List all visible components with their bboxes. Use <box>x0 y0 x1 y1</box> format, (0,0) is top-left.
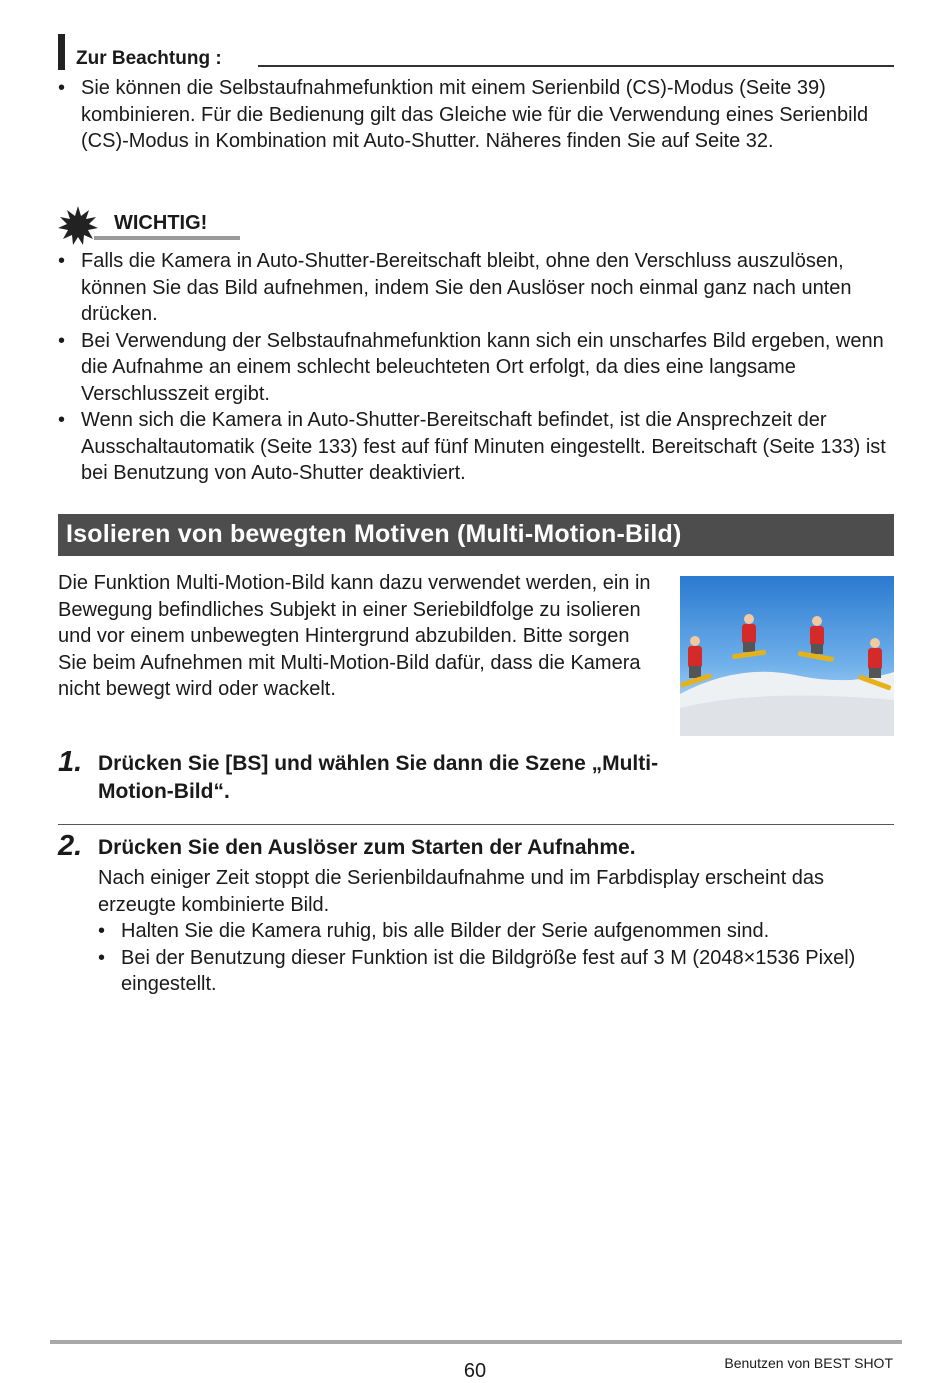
bullet-icon: • <box>98 920 106 942</box>
note-divider <box>258 65 894 67</box>
list-item: • Halten Sie die Kamera ruhig, bis alle Bilder der Serie aufgenommen sind. <box>98 918 888 945</box>
step-2-bullet-list <box>98 918 888 998</box>
bullet-icon: • <box>98 946 106 969</box>
list-item: • Falls die Kamera in Auto-Shutter-Bereitschaft bleibt, ohne den Verschluss auszulösen, können Sie das Bild aufnehmen, indem Sie den Auslöser noch einmal ganz nach unten drücken. <box>58 250 852 325</box>
important-bullet-list <box>58 248 894 487</box>
multi-motion-photo <box>680 576 894 736</box>
page-number: 60 <box>463 1360 487 1382</box>
list-item: • Wenn sich die Kamera in Auto-Shutter-Bereitschaft befindet, ist die Ansprechzeit der Ausschaltautomatik (Seite 133) fest auf fünf Minuten eingestellt. Bereitschaft (Seite 133) ist bei Benutzung von Auto-Shutter deaktiviert. <box>58 409 886 484</box>
step-2-title: Drücken Sie den Auslöser zum Starten der Aufnahme. <box>98 836 636 859</box>
footer-section-label: Benutzen von BEST SHOT <box>724 1355 893 1371</box>
step-2-text: Nach einiger Zeit stoppt die Serienbildaufnahme und im Farbdisplay erscheint das erzeugte kombinierte Bild. <box>98 867 824 916</box>
list-item: • Bei der Benutzung dieser Funktion ist die Bildgröße fest auf 3 M (2048×1536 Pixel) eingestellt. <box>98 946 856 995</box>
note-bullet-list <box>58 75 894 155</box>
important-divider <box>94 236 240 240</box>
bullet-icon: • <box>58 329 66 352</box>
section-intro: Die Funktion Multi-Motion-Bild kann dazu verwendet werden, ein in Bewegung befindliches Subjekt in einer Seriebildfolge zu isolieren und vor einem unbewegten Hintergrund abzubilden. Bitte sorgen Sie beim Aufnehmen mit Multi-Motion-Bild dafür, dass die Kamera nicht bewegt wird oder wackelt. <box>58 572 651 700</box>
step-2-number: 2. <box>58 830 83 862</box>
bullet-icon: • <box>58 409 66 431</box>
list-item: • Sie können die Selbstaufnahmefunktion mit einem Serienbild (CS)-Modus (Seite 39) kombinieren. Für die Bedienung gilt das Gleiche wie für die Verwendung eines Serienbild (CS)-Modus in Kombination mit Auto-Shutter. Näheres finden Sie auf Seite 32. <box>58 77 869 152</box>
footer-divider <box>50 1340 902 1344</box>
section-header <box>58 514 894 556</box>
note-marker-bar <box>58 34 65 70</box>
note-header <box>58 34 894 70</box>
note-title: Zur Beachtung : <box>76 48 222 69</box>
warning-burst-icon <box>58 206 98 246</box>
step-divider <box>58 824 894 825</box>
important-label: WICHTIG! <box>114 212 208 234</box>
bullet-icon: • <box>58 77 66 99</box>
step-1-number: 1. <box>58 746 83 778</box>
bullet-icon: • <box>58 250 66 272</box>
step-1-title: Drücken Sie [BS] und wählen Sie dann die Szene „Multi-Motion-Bild“. <box>98 752 659 803</box>
section-title: Isolieren von bewegten Motiven (Multi-Motion-Bild) <box>66 520 682 548</box>
important-header <box>58 206 240 244</box>
list-item: • Bei Verwendung der Selbstaufnahmefunktion kann sich ein unscharfes Bild ergeben, wenn die Aufnahme an einem schlecht beleuchteten Ort erfolgt, da dies eine langsame Verschlusszeit ergibt. <box>58 329 884 405</box>
